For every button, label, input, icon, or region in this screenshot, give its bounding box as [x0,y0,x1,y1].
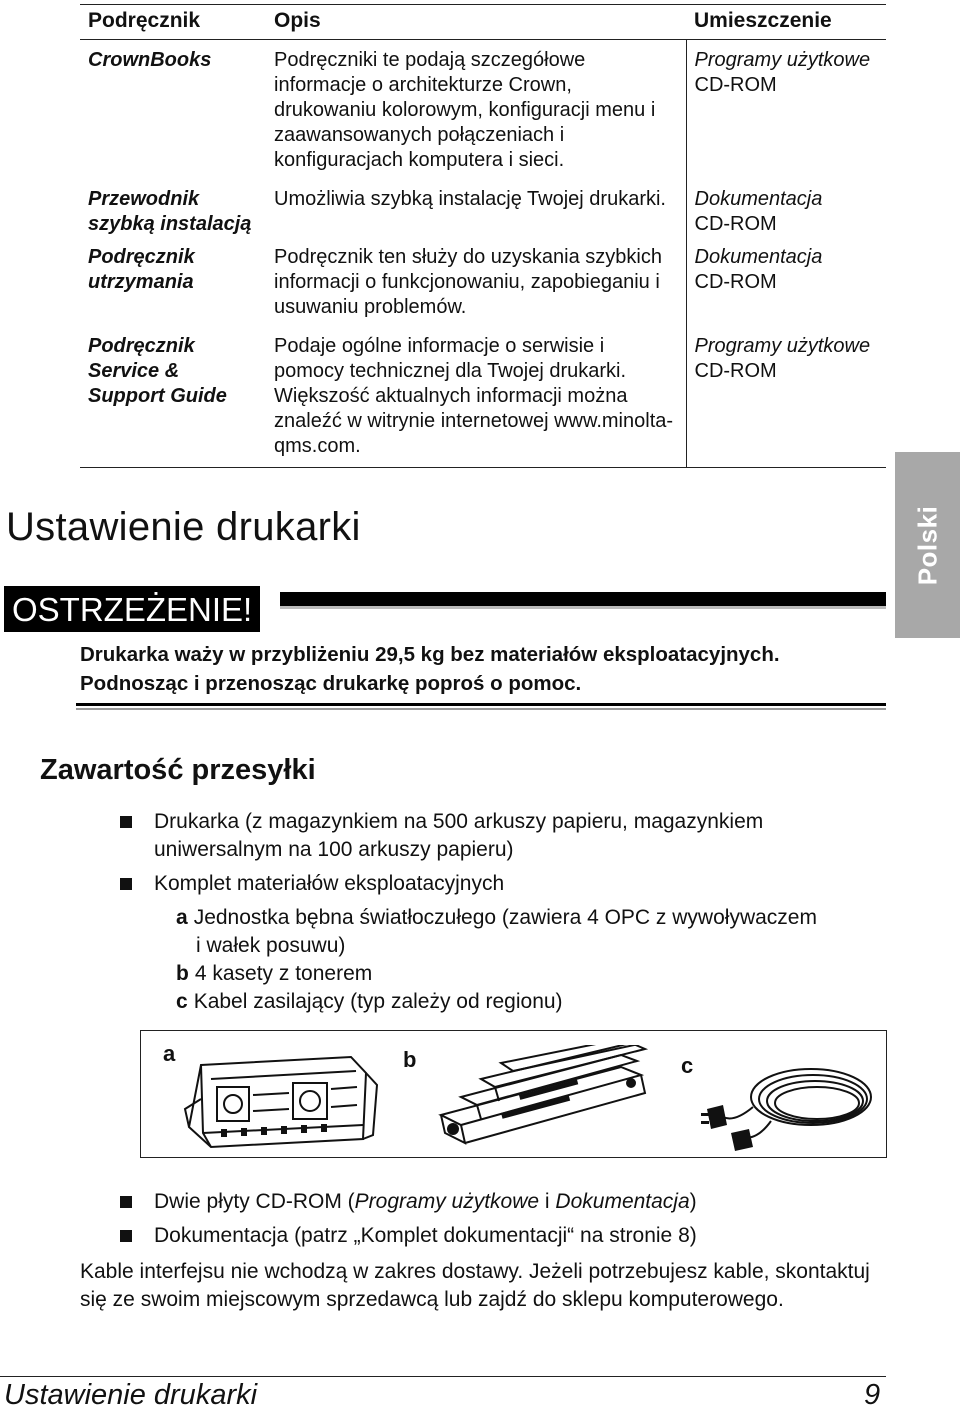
contents-title: Zawartość przesyłki [40,754,316,786]
manual-description: Podaje ogólne informacje o serwisie i pomocy technicznej dla Twojej drukarki. Większość aktualnych informacji można znaleźć w witrynie internetowej www.minolta-qms.com. [266,334,686,468]
table-row [80,334,886,468]
sub-item-text: 4 kasety z tonerem [194,962,373,985]
location-italic: Programy użytkowe [694,335,871,357]
location-italic: Dokumentacja [694,188,823,210]
location-italic: Programy użytkowe [694,49,871,71]
sub-item-a [80,904,890,960]
list-item [80,808,890,864]
list-item-text: Drukarka (z magazynkiem na 500 arkuszy papieru, magazynkiem [154,810,764,833]
toner-cartridges-illustration [431,1045,671,1157]
footer-rule [0,1376,886,1377]
warning-text [80,640,886,698]
contents-list-continued [80,1188,890,1256]
table-row [80,183,886,241]
list-item-italic: Dokumentacja [555,1190,690,1213]
figure-label-c: c [681,1053,694,1078]
header-manual: Podręcznik [80,5,266,40]
sub-item-text: Jednostka bębna światłoczułego (zawiera 4 OPC z wywoływaczem [193,906,817,929]
bullet-square-icon [120,816,132,828]
warning-rule-shadow [76,708,886,710]
figure-label-b: b [403,1047,417,1072]
manual-description: Umożliwia szybką instalację Twojej drukarki. [274,188,666,210]
bullet-square-icon [120,878,132,890]
warning-line: Drukarka waży w przybliżeniu 29,5 kg bez materiałów eksploatacyjnych. [80,643,780,666]
warning-rule [76,703,886,706]
location-italic: Dokumentacja [694,246,823,268]
list-item-text: ) [689,1190,697,1213]
manual-location [686,40,886,184]
warning-bar-shadow [280,606,886,609]
contents-list [80,808,890,1016]
header-location: Umieszczenie [686,5,886,40]
sub-item-text: Kabel zasilający (typ zależy od regionu) [193,990,563,1013]
contents-figure [140,1030,887,1158]
warning-line: Podnosząc i przenosząc drukarkę poproś o pomoc. [80,672,582,695]
language-tab [895,452,960,638]
interface-cables-note: Kable interfejsu nie wchodzą w zakres dostawy. Jeżeli potrzebujesz kable, skontaktuj się ze swoim miejscowym sprzedawcą lub zajdź do sklepu komputerowego. [80,1260,870,1311]
sub-item-letter: a [176,906,188,929]
documentation-table [80,4,886,468]
header-description: Opis [266,5,686,40]
manual-name: Podręcznik Service & Support Guide [80,334,266,468]
manual-location [686,334,886,468]
list-item-text: Dokumentacja (patrz „Komplet dokumentacji“ na stronie 8) [154,1224,697,1247]
drum-unit-illustration [181,1049,381,1155]
power-cable-illustration [701,1051,881,1151]
sub-item-letter: c [176,990,188,1013]
list-item-text: Komplet materiałów eksploatacyjnych [154,872,505,895]
list-item [80,1222,890,1250]
manual-location [686,241,886,334]
sub-item-text: i wałek posuwu) [196,934,346,957]
bullet-square-icon [120,1230,132,1242]
location-plain: CD-ROM [694,271,777,293]
list-item-text: uniwersalnym na 100 arkuszy papieru) [154,838,514,861]
manual-name: Podręcznik utrzymania [88,246,195,293]
warning-label: OSTRZEŻENIE! [4,586,260,632]
list-item [80,1188,890,1216]
list-item-text: i [539,1190,556,1213]
manual-description: Podręcznik ten służy do uzyskania szybkich informacji o funkcjonowaniu, zapobieganiu i usuwaniu problemów. [274,246,662,318]
manual-name: CrownBooks [88,49,212,71]
language-tab-label: Polski [912,505,942,585]
sub-item-letter: b [176,962,189,985]
table-row [80,40,886,184]
location-plain: CD-ROM [694,74,777,96]
list-item-text: Dwie płyty CD-ROM ( [154,1190,355,1213]
manual-location [686,183,886,241]
location-plain: CD-ROM [694,213,777,235]
sub-item-c [80,988,890,1016]
list-item [80,870,890,898]
page-number: 9 [864,1379,881,1411]
sub-item-b [80,960,890,988]
table-row [80,241,886,334]
bullet-square-icon [120,1196,132,1208]
list-item-italic: Programy użytkowe [354,1190,540,1213]
location-plain: CD-ROM [694,360,777,382]
figure-label-a: a [163,1041,176,1066]
section-title: Ustawienie drukarki [6,505,361,549]
warning-bar [280,592,886,606]
manual-name: Przewodnik szybką instalacją [88,188,252,235]
manual-description: Podręczniki te podają szczegółowe informacje o architekturze Crown, drukowaniu kolorowym, konfiguracji menu i zaawansowanych połączeniach i konfiguracjach komputera i sieci. [274,49,656,171]
footer-title: Ustawienie drukarki [4,1379,258,1411]
